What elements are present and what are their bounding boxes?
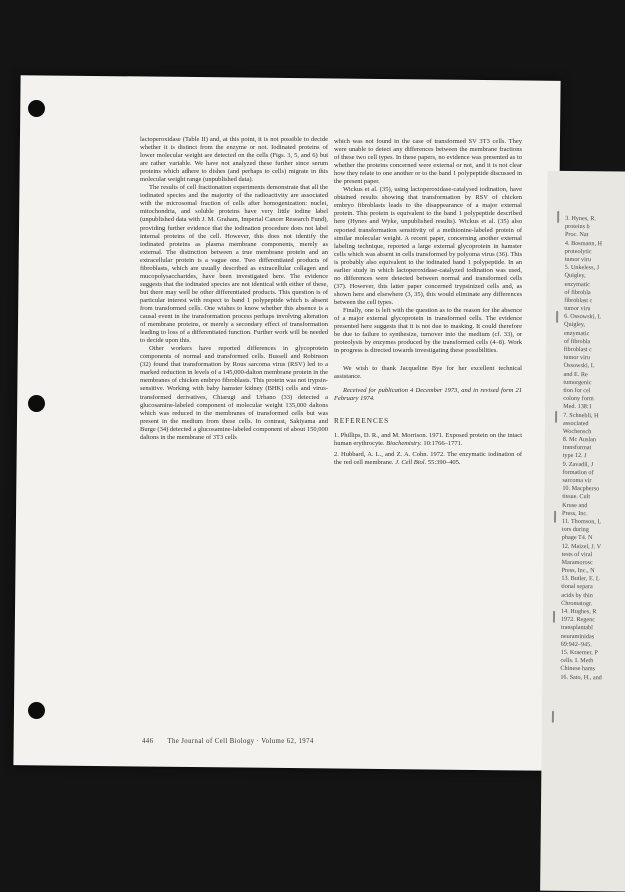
adjacent-ref-line: tests of viral xyxy=(561,550,593,558)
reference-authors: Hubbard, A. L., and Z. A. Cohn. 1972. The enzymatic iodination of the red cell membrane. xyxy=(334,450,523,466)
adjacent-ref-line: 5. Unkeless, J xyxy=(564,264,600,272)
body-paragraph: Wickus et al. (35), using lactoperoxidase-catalysed iodination, have obtained results showing that transformation by RSV of chicken embryo fibroblasts leads to the disappearance of a major external protein. This protein is equivalent to the band 1 polypeptide described here (Hynes and Wyke, unpublished results). Wickus et al. (35) also reported transformation sensitivity of a methionine-labeled protein of similar molecular weight. A recent paper, concerning another external labeling technique, reported a large external glycoprotein in hamster cells which was absent in cells transformed by polyoma virus (36). This is probably also equivalent to the iodinated band 1 polypeptide. In an earlier study in which lactoperoxidase-catalyzed iodination was used, no differences were detected between normal and transformed cells (37). However, this latter paper concerned trypsinized cells and, as shown here and elsewhere (3, 35), this would eliminate any differences between the cell types. xyxy=(334,186,522,306)
adjacent-ref-line: Press, Inc., N xyxy=(561,566,595,575)
reference-pages: 10:1766–1771. xyxy=(423,439,463,447)
punch-hole xyxy=(28,395,45,412)
reference-list xyxy=(334,432,522,467)
adjacent-ref-line: transplantabl xyxy=(560,624,593,632)
adjacent-ref-line: 9. Zavadil, J xyxy=(562,460,594,468)
received-date: Received for publication 4 December 1973, and in revised form 21 February 1974. xyxy=(334,387,522,403)
adjacent-ref-line: Kruse and xyxy=(562,501,588,509)
running-title: The Journal of Cell Biology · Volume 62, 1974 xyxy=(167,738,314,745)
reference-item xyxy=(334,451,522,467)
punch-hole xyxy=(28,100,45,117)
body-paragraph: Other workers have reported differences in glycoprotein components of normal and transformed cells. Bussell and Robinson (32) found that transformation by Rous sarcoma virus (RSV) led to a marked reduction in levels of a 145,000-dalton membrane protein in the membranes of chicken embryo fibroblasts. This protein was not trypsin-sensitive. Working with baby hamster kidney (BHK) cells and virus-transformed derivatives, Chiarugi and Urbano (33) detected a glucosamine-labeled component of molecular weight 135,000 daltons which was reduced in the membranes of transformed cells but was present in the medium from these cells. In contrast, Sakiyama and Burge (34) detected a glucosamine-labeled component of about 150,000 daltons in the membrane of 3T3 cells xyxy=(140,345,328,441)
adjacent-ref-line: of fibrobla xyxy=(564,288,591,296)
adjacent-ref-line: proteins b xyxy=(565,223,590,231)
adjacent-ref-line: and E. Re xyxy=(563,370,588,378)
adjacent-ref-line: 11. Thomson, L xyxy=(561,517,602,526)
adjacent-ref-line: enzymatic xyxy=(563,329,590,337)
adjacent-ref-line: tumor viru xyxy=(564,255,592,264)
adjacent-ref-line: transformat xyxy=(562,444,592,452)
adjacent-ref-line: type 12. J xyxy=(562,452,587,460)
adjacent-ref-line: fibroblast c xyxy=(563,345,592,354)
adjacent-ref-line: 15. Kraemer, P xyxy=(560,648,598,657)
adjacent-ref-line: Wochensch xyxy=(562,427,592,436)
adjacent-page-references xyxy=(560,215,625,691)
reference-authors: Phillips, D. R., and M. Morrison. 1971. Exposed protein on the intact human erythrocyte. xyxy=(334,431,522,447)
adjacent-ref-line: 12. Maizel, J. V xyxy=(561,542,602,550)
left-column xyxy=(140,136,328,442)
reference-journal: Biochemistry. xyxy=(386,439,422,447)
adjacent-ref-line: Chinese hams xyxy=(560,665,596,673)
adjacent-ref-line: Chromatogr. xyxy=(561,599,593,608)
page-number: 446 xyxy=(142,738,154,745)
reference-pages: 55:390–405. xyxy=(427,458,461,466)
adjacent-ref-line: Quigley, xyxy=(564,321,586,329)
adjacent-ref-line: cells. I. Meth xyxy=(560,657,594,665)
adjacent-page xyxy=(540,171,625,892)
adjacent-ref-line: Med. 138:1 xyxy=(563,403,592,411)
adjacent-ref-line: proteolytic xyxy=(564,247,592,255)
adjacent-ref-line: acids by thin xyxy=(561,591,593,599)
body-paragraph: Finally, one is left with the question as to the reason for the absence of a major external glycoprotein in transformed cells. The evidence presented here suggests that it is not due to masking. It could therefore be due to failure to synthesize, turnover into the medium (cf. 33), or proteolysis by enzymes produced by the transformed cells (4–8). Work in progress is directed towards investigating these possibilities. xyxy=(334,306,522,355)
adjacent-ref-line: of fibrobla xyxy=(563,337,591,345)
punch-hole xyxy=(28,702,45,719)
adjacent-ref-line: colony form xyxy=(563,395,594,403)
adjacent-ref-line: tion for cel xyxy=(563,386,591,395)
adjacent-ref-line: formation of xyxy=(562,468,594,477)
reference-number: 1. xyxy=(334,431,339,439)
adjacent-ref-line: tumorgenic xyxy=(563,378,592,386)
adjacent-ref-line: 16. Sato, H., and xyxy=(560,673,602,681)
adjacent-ref-line: tumor viru xyxy=(564,304,591,313)
reference-journal: J. Cell Biol. xyxy=(395,458,427,466)
adjacent-ref-line: Quigley, xyxy=(564,272,586,280)
adjacent-ref-line: tissue. Cult xyxy=(562,493,591,501)
adjacent-ref-line: Proc. Nat xyxy=(564,231,589,239)
adjacent-ref-line: neuraminidas xyxy=(560,632,595,640)
adjacent-ref-line: phage T4. N xyxy=(561,534,593,542)
adjacent-ref-line: 4. Bosmann, H xyxy=(564,239,603,247)
adjacent-ref-line: 8. Mc Auslan xyxy=(562,435,597,444)
adjacent-ref-line: enzymatic xyxy=(564,280,590,288)
body-paragraph: The results of cell fractionation experiments demonstrate that all the iodinated species and the majority of the radioactivity are associated with the microsomal fraction of cells after homogenization: nuclei, mitochondria, and soluble proteins have very little iodine label (unpublished data with J. M. Graham, Imperial Cancer Research Fund), providing further evidence that the iodination procedure does not label internal proteins of the cell. However, this does not identify the iodinated proteins as plasma membrane components, merely as external. The distinction between a true membrane protein and an extracellular protein is a vague one. Two differentiated products of fibroblasts, which are usually described as extracellular collagen and mucopolysaccharides, have been investigated here. The evidence suggests that the iodinated species are not identical with either of these, but there may well be other differentiated products. This question is of particular interest with respect to band 1 polypeptide which is absent from transformed cells. One wishes to know whether this absence is a causal event in the transformation process perhaps involving alteration of membrane proteins, or merely a secondary effect of transformation leading to loss of a differentiated function. Further work will be needed to decide upon this. xyxy=(140,184,328,345)
right-column xyxy=(334,138,522,470)
adjacent-ref-line xyxy=(560,682,625,691)
body-paragraph: which was not found in the case of transformed SV 3T3 cells. They were unable to detect any differences between the membrane fractions of these two cell types. In these papers, no evidence was presented as to whether the proteins concerned were external or not, and it is not clear how they relate to one another or to the band 1 polypeptide discussed in the present paper. xyxy=(334,138,522,186)
adjacent-ref-line: 69:942–945. xyxy=(560,640,592,648)
adjacent-ref-line: 10. Macpherso xyxy=(562,485,600,493)
adjacent-ref-line: associated xyxy=(562,419,589,427)
adjacent-ref-line: sarcoma vir xyxy=(562,476,592,485)
reference-number: 2. xyxy=(334,450,339,458)
adjacent-ref-line: tional separa xyxy=(561,583,593,591)
adjacent-ref-line: Maramorosc xyxy=(561,558,593,567)
acknowledgment: We wish to thank Jacqueline Bye for her excellent technical assistance. xyxy=(334,365,522,381)
adjacent-ref-line: 7. Schnebli, H xyxy=(563,411,599,419)
adjacent-ref-line: tors during xyxy=(561,526,589,534)
adjacent-ref-line: tumor viru xyxy=(563,354,591,362)
references-heading: REFERENCES xyxy=(334,417,390,426)
adjacent-ref-line: 6. Ossowski, L xyxy=(564,313,602,321)
adjacent-ref-line: Ossowski, L xyxy=(563,362,595,370)
page-footer xyxy=(142,738,314,745)
adjacent-ref-line: 14. Hughes, R xyxy=(561,607,597,616)
reference-item xyxy=(334,432,522,448)
adjacent-ref-line: 13. Butler, E. L xyxy=(561,575,600,583)
adjacent-ref-line: 1972. Regenc xyxy=(560,616,596,624)
body-paragraph: lactoperoxidase (Table II) and, at this point, it is not possible to decide whether it is distinct from the enzyme or not. Iodinated proteins of lower molecular weight are detected on the cells (Figs. 3, 5, and 6) but are rather variable. We have not analyzed these further since serum proteins which adhere to dishes (and perhaps to cells) migrate in this molecular weight range (unpublished data). xyxy=(140,136,328,184)
adjacent-ref-line: 3. Hynes, R. xyxy=(565,214,596,223)
adjacent-ref-line: Press, Inc. xyxy=(562,509,588,517)
adjacent-ref-line: fibroblast c xyxy=(564,296,593,305)
